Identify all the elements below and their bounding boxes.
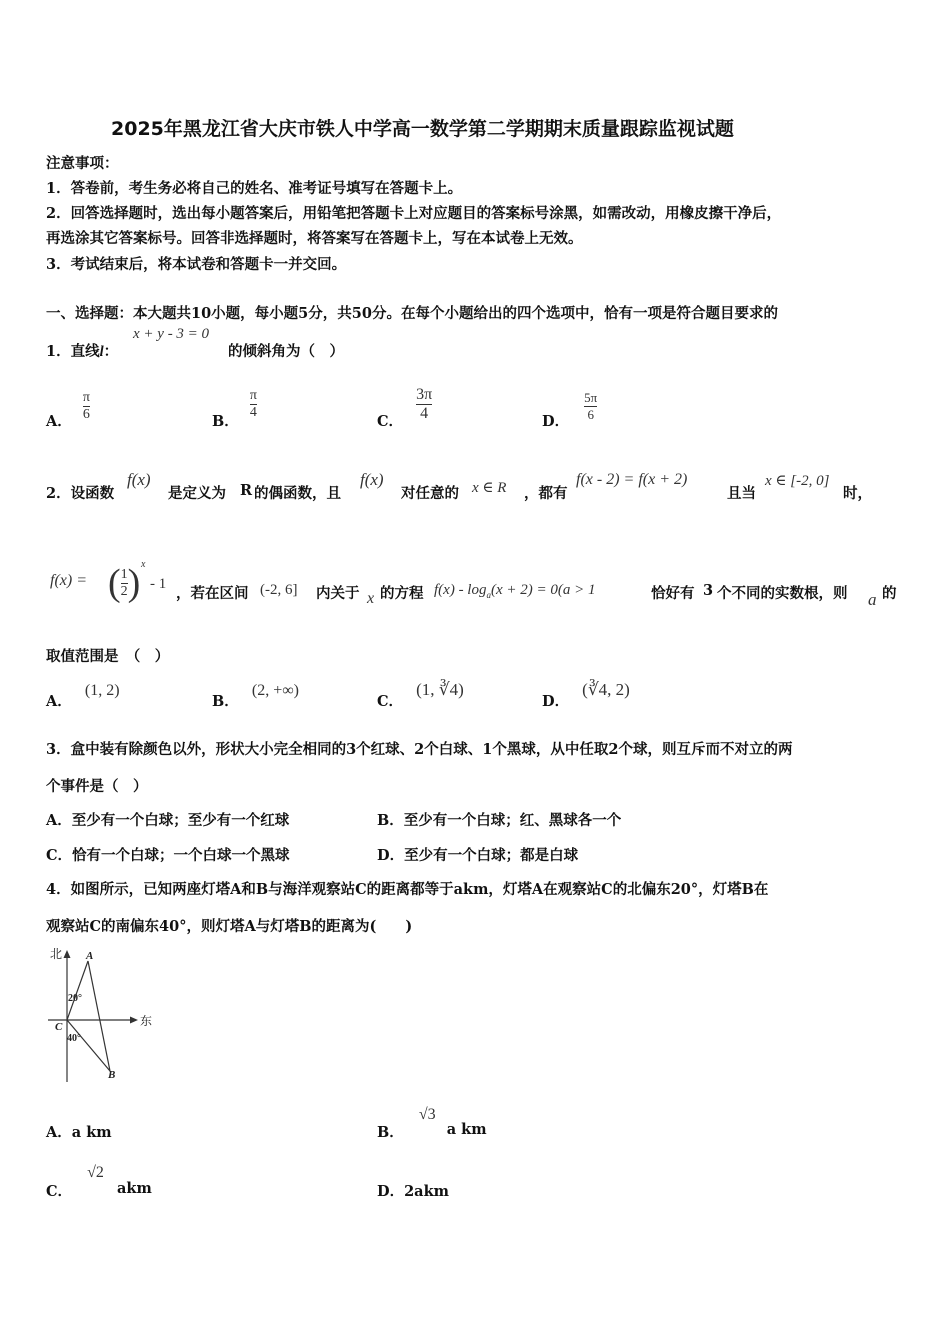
fraction-denominator: 4	[420, 405, 429, 422]
fraction-denominator: 2	[120, 583, 128, 599]
q1-option-d[interactable]	[542, 390, 597, 431]
q3-option-c[interactable]: C．恰有一个白球；一个白球一个黑球	[46, 847, 290, 864]
q2-text: 对任意的	[401, 485, 459, 502]
point-C-label: C	[55, 1021, 63, 1033]
q1-suffix: 的倾斜角为（ ）	[228, 343, 344, 360]
q1-var: l	[99, 344, 104, 360]
point-B-label: B	[108, 1069, 116, 1081]
q1-option-b[interactable]	[212, 388, 257, 431]
q2-var-a: a	[868, 590, 877, 609]
fraction-numerator: 1	[120, 566, 128, 582]
sqrt2: √2	[87, 1164, 104, 1181]
q2-eq2-part: f(x) - log	[434, 582, 487, 598]
notice-item: 1．答卷前，考生务必将自己的姓名、准考证号填写在答题卡上。	[46, 180, 463, 197]
q2-text: 的方程	[380, 585, 424, 602]
angle-40-label: 40°	[67, 1033, 81, 1044]
notice-item: 再选涂其它答案标号。回答非选择题时，将答案写在答题卡上，写在本试卷上无效。	[46, 230, 583, 247]
q2-interval-1: x ∈ [-2, 0]	[765, 473, 830, 489]
option-value: (1, 2)	[84, 682, 120, 699]
option-label: B．	[212, 413, 239, 430]
q2-text: 的偶函数，且	[254, 485, 341, 502]
q1-option-a[interactable]	[46, 390, 90, 431]
q4-stem: 4．如图所示，已知两座灯塔A和B与海洋观察站C的距离都等于akm，灯塔A在观察站C的北偏东20°，灯塔B在	[46, 881, 769, 898]
option-value: akm	[117, 1180, 152, 1197]
q2-text: 2．设函数	[46, 485, 115, 502]
q1-equation: x + y - 3 = 0	[133, 326, 210, 342]
q2-var-x: x	[367, 590, 375, 607]
east-arrow-icon	[130, 1017, 138, 1024]
q3-option-d[interactable]: D．至少有一个白球；都是白球	[377, 847, 579, 864]
north-label: 北	[49, 947, 62, 961]
option-label: A．	[46, 1124, 72, 1141]
notice-heading: 注意事项：	[46, 155, 119, 172]
q2-text: 时，	[843, 485, 872, 502]
option-label: A．	[46, 413, 72, 430]
notice-item: 3．考试结束后，将本试卷和答题卡一并交回。	[46, 256, 347, 273]
sqrt3: √3	[418, 1106, 436, 1123]
q2-equation-1: f(x - 2) = f(x + 2)	[576, 471, 688, 488]
option-value: a km	[446, 1121, 487, 1138]
q4-diagram	[44, 944, 164, 1088]
option-value: 2akm	[404, 1183, 449, 1200]
option-value: (1, ∛4)	[416, 680, 464, 699]
q2-eq2-part: (x + 2) = 0(a > 1	[490, 582, 596, 598]
east-label: 东	[140, 1014, 153, 1028]
q2-interval-2: (-2, 6]	[260, 582, 298, 598]
page-title: 2025年黑龙江省大庆市铁人中学高一数学第二学期期末质量跟踪监视试题	[111, 118, 734, 140]
q2-text: ，若在区间	[176, 585, 249, 602]
option-value: (∛4, 2)	[582, 680, 630, 699]
q2-option-b[interactable]	[212, 682, 299, 711]
q2-text: 是定义为	[168, 485, 226, 502]
q2-text: ，都有	[524, 485, 568, 502]
point-A-label: A	[86, 950, 94, 962]
fraction-denominator: 4	[249, 405, 257, 420]
q2-text: 的	[882, 585, 897, 602]
q1-prefix: 1．直线	[46, 343, 100, 360]
q2-fx: f(x)	[127, 470, 151, 489]
q4-option-d[interactable]	[377, 1180, 449, 1201]
q2-equation-2	[434, 582, 596, 600]
option-label: A．	[46, 693, 72, 710]
q4-option-a[interactable]	[46, 1121, 112, 1142]
q2-fx: f(x)	[360, 470, 384, 489]
option-label: C．	[46, 1183, 73, 1200]
q2-option-d[interactable]	[542, 680, 630, 711]
q2-half-paren: ( $\frac{1}{2}$ )	[108, 562, 141, 604]
q2-exponent: x	[141, 559, 146, 570]
north-arrow-icon	[64, 950, 71, 958]
q1-colon: ：	[103, 343, 119, 360]
option-value: (2, +∞)	[251, 682, 299, 699]
q2-text: 内关于	[316, 585, 360, 602]
segment-CA	[67, 961, 88, 1020]
fraction-denominator: 6	[587, 407, 594, 422]
q4-stem: 观察站C的南偏东40°，则灯塔A与灯塔B的距离为( )	[46, 918, 413, 935]
q2-text: 取值范围是 （ ）	[46, 648, 170, 665]
angle-20-label: 20°	[68, 993, 82, 1004]
segment-AB	[88, 961, 110, 1071]
q4-option-c[interactable]	[46, 1164, 152, 1201]
q2-count: 3	[703, 582, 714, 599]
q2-x-in-R: x ∈ R	[472, 480, 507, 496]
fraction-denominator: 6	[82, 407, 90, 422]
option-label: D．	[377, 1183, 405, 1200]
fraction-numerator: π	[82, 390, 90, 405]
q2-log-base: a	[486, 590, 491, 600]
fraction-numerator: 3π	[416, 386, 433, 403]
q3-option-a[interactable]: A．至少有一个白球；至少有一个红球	[46, 812, 290, 829]
q3-stem: 3．盒中装有除颜色以外，形状大小完全相同的3个红球、2个白球、1个黑球，从中任取2个球，则互斥而不对立的两	[46, 741, 793, 758]
q1-stem	[46, 340, 118, 361]
option-label: D．	[542, 693, 570, 710]
segment-CB	[67, 1020, 110, 1071]
q3-stem: 个事件是（ ）	[46, 778, 148, 795]
notice-item: 2．回答选择题时，选出每小题答案后，用铅笔把答题卡上对应题目的答案标号涂黑，如需改动，用橡皮擦干净后，	[46, 205, 782, 222]
option-label: C．	[377, 413, 404, 430]
q2-text: 恰好有	[651, 585, 695, 602]
q2-option-c[interactable]	[377, 680, 464, 711]
q2-option-a[interactable]	[46, 682, 120, 711]
option-label: C．	[377, 693, 404, 710]
fraction-numerator: 5π	[584, 390, 598, 405]
q2-minus-one: - 1	[150, 576, 167, 592]
option-label: D．	[542, 413, 570, 430]
q2-def-lhs: f(x) =	[50, 572, 87, 589]
option-label: B．	[212, 693, 239, 710]
q2-text: 个不同的实数根，则	[717, 585, 848, 602]
q4-option-b[interactable]	[377, 1106, 487, 1142]
section-heading: 一、选择题：本大题共10小题，每小题5分，共50分。在每个小题给出的四个选项中，恰有一项是符合题目要求的	[46, 305, 778, 322]
q3-option-b[interactable]: B．至少有一个白球；红、黑球各一个	[377, 812, 622, 829]
q2-text: 且当	[727, 485, 756, 502]
fraction-numerator: π	[249, 388, 257, 403]
q2-R: R	[240, 482, 253, 499]
q1-option-c[interactable]	[377, 386, 432, 431]
option-label: B．	[377, 1124, 404, 1141]
option-value: a km	[71, 1124, 112, 1141]
